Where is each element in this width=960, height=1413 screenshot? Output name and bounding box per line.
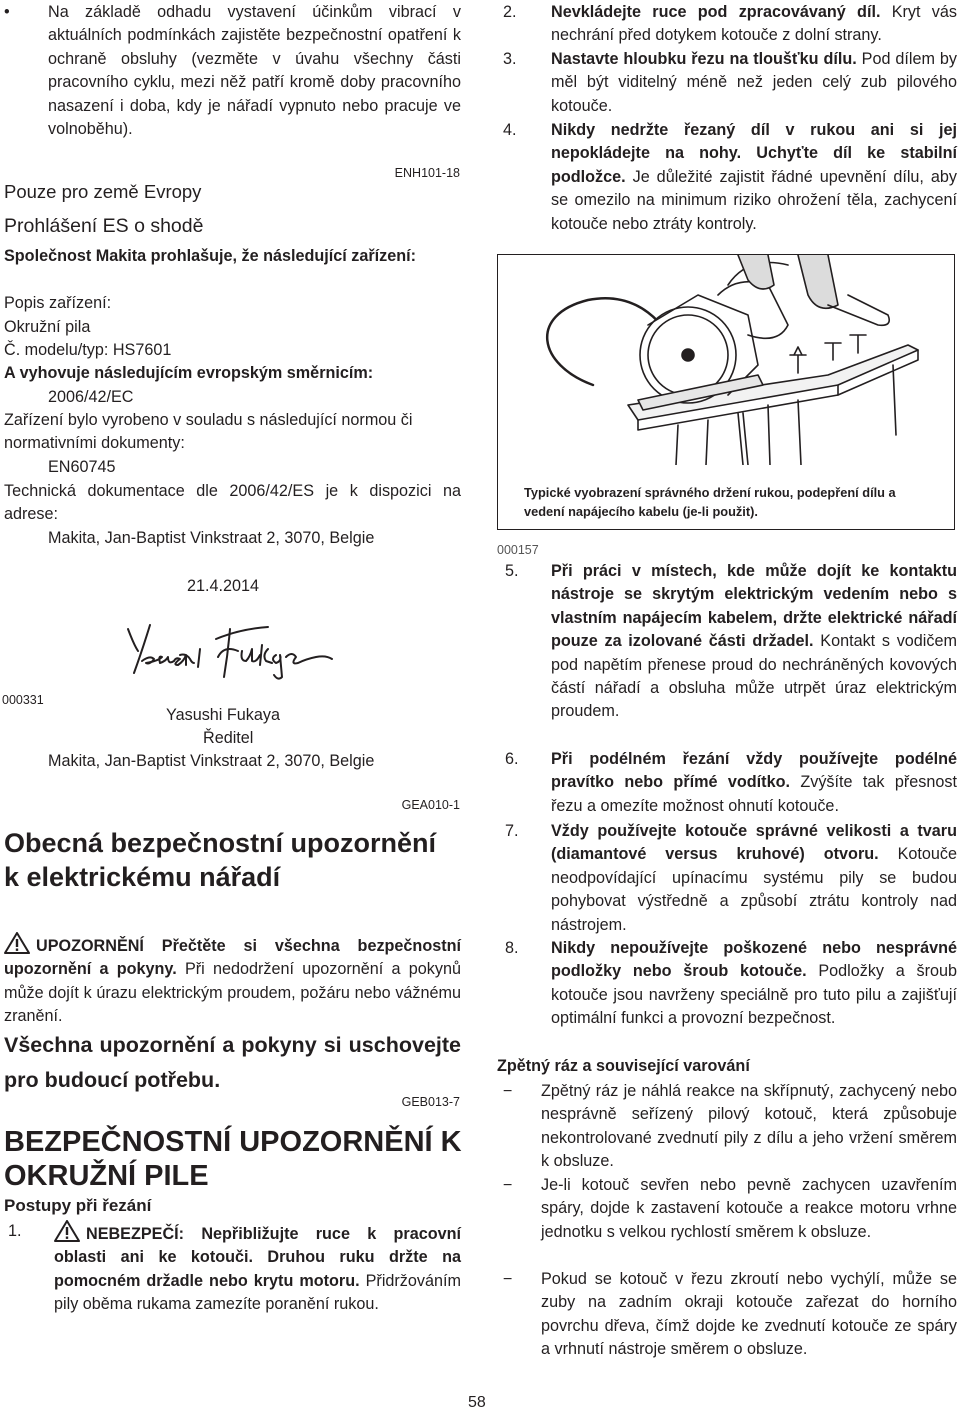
item-bold-text: Při podélném řezání vždy používejte podélné pravítko nebo přímé vodítko. <box>551 750 957 792</box>
item-text: Podložky a šroub kotouče jsou navrženy speciálně pro tuto pilu a zajišťují optimální funkci a provozní bezpečnost. <box>551 962 957 1028</box>
item-text: Kontakt s vodičem pod napětím přenese proud do nechráněných kovových částí nářadí a obsluha může utrpět úraz elektrickým proudem. <box>551 632 957 721</box>
item-bold-text: Nikdy nepoužívejte poškozené nebo nesprávné podložky nebo šroub kotouče. <box>551 939 957 981</box>
standard-value: EN60745 <box>48 458 116 476</box>
item-number: 6. <box>505 750 519 768</box>
warning-text: Při nedodržení upozornění a pokynů může dojít k úrazu elektrickým proudem, požáru nebo vážnému zranění. <box>4 960 461 1026</box>
danger-triangle-icon <box>54 1220 80 1242</box>
item-bold-text: Nevkládejte ruce pod zpracovávaný díl. <box>551 3 881 21</box>
doc-code-enh: ENH101-18 <box>394 166 460 180</box>
doc-code-side: 000331 <box>2 693 44 707</box>
item-number: 3. <box>503 50 517 68</box>
figure-caption: Typické vyobrazení správného držení rukou, podepření dílu a vedení napájecího kabelu (je-li použit). <box>524 485 896 519</box>
item-number: 1. <box>8 1222 22 1240</box>
item-text: Kotouče neodpovídající upínacímu systému pily se budou pohybovat výstředně a způsobí ztrátu kontroly nad nástrojem. <box>551 845 957 934</box>
warning-bold-text: UPOZORNĚNÍ Přečtěte si všechna bezpečnostní upozornění a pokyny. <box>4 937 461 979</box>
declaration-intro: Společnost Makita prohlašuje, že následující zařízení: <box>4 247 416 265</box>
standard-text: Zařízení bylo vyrobeno v souladu s následující normou či normativními dokumenty: <box>4 411 413 453</box>
bullet-marker: • <box>4 3 10 21</box>
circular-saw-illustration <box>498 255 954 465</box>
signature <box>120 615 340 680</box>
item-number: 5. <box>505 562 519 580</box>
signer-address: Makita, Jan-Baptist Vinkstraat 2, 3070, Belgie <box>48 752 375 770</box>
item-bold-text: Nikdy nedržte řezaný díl v rukou ani si jej nepokládejte na nohy. Uchyťte díl ke stabilní podložce. <box>551 121 957 186</box>
dash-text: Pokud se kotouč v řezu zkroutí nebo vychýlí, může se zuby na zadním okraji kotouče zařezat do horního povrchu dřeva, čímž dojde ke zvednutí kotouče ze spáry a vrhnutí nástroje směrem o obsluze. <box>541 1270 957 1359</box>
dash-marker: − <box>503 1082 513 1100</box>
kickback-heading: Zpětný ráz a související varování <box>497 1057 750 1075</box>
item-text: Přidržováním pily oběma rukama zamezíte poranění rukou. <box>54 1271 461 1314</box>
item-number: 7. <box>505 822 519 840</box>
directives-label: A vyhovuje následujícím evropským směrnicím: <box>4 364 374 382</box>
signer-title: Ředitel <box>203 729 254 747</box>
device-description-label: Popis zařízení: <box>4 294 112 312</box>
europe-only-label: Pouze pro země Evropy <box>4 181 202 202</box>
item-number: 4. <box>503 121 517 139</box>
warning-triangle-icon <box>4 932 30 954</box>
general-safety-heading: Obecná bezpečnostní upozornění k elektrickému nářadí <box>4 828 437 892</box>
keep-instructions-notice: Všechna upozornění a pokyny si uschovejte pro budoucí potřebu. <box>4 1033 461 1092</box>
item-bold-text: Při práci v místech, kde může dojít ke kontaktu nástroje se skrytým elektrickým vedením nebo s vlastním napájecím kabelem, držte elektrické nářadí pouze za izolované části držadel. <box>551 562 957 651</box>
cutting-procedures-heading: Postupy při řezání <box>4 1196 152 1215</box>
item-number: 8. <box>505 939 519 957</box>
item-text: Je důležité zajistit řádné upevnění dílu, aby se omezilo na minimum riziko ohrožení těla, zachycení kotouče nebo ztráty kontroly. <box>551 167 957 233</box>
tech-doc-text: Technická dokumentace dle 2006/42/ES je k dispozici na adrese: <box>4 482 461 524</box>
item-text: Zvýšíte tak přesnost řezu a omezíte možnost ohnutí kotouče. <box>551 773 957 815</box>
list-item-1 <box>8 1220 461 1340</box>
page-number: 58 <box>468 1394 486 1411</box>
declaration-date: 21.4.2014 <box>187 577 260 595</box>
directive-value: 2006/42/EC <box>48 388 134 406</box>
declaration-title: Prohlášení ES o shodě <box>4 215 204 237</box>
dash-text: Zpětný ráz je náhlá reakce na skřípnutý, zachycený nebo nesprávně seřízený pilový kotouč, která způsobuje nekontrolované zvednutí pily z dílu a jeho vržení směrem k obsluze. <box>541 1082 957 1171</box>
item-number: 2. <box>503 3 517 21</box>
model-number: Č. modelu/typ: HS7601 <box>4 341 172 359</box>
device-description-value: Okružní pila <box>4 318 91 336</box>
circular-saw-heading: BEZPEČNOSTNÍ UPOZORNĚNÍ K OKRUŽNÍ PILE <box>4 1126 462 1192</box>
vibration-note: Na základě odhadu vystavení účinkům vibrací v aktuálních podmínkách zajistěte bezpečnostní opatření k ochraně obsluhy (vezměte v úvahu všechny části pracovního cyklu, mezi něž patří kromě doby pracovního nasazení i doba, kdy je nářadí vypnuto nebo pracuje ve volnoběhu). <box>48 3 461 139</box>
dash-text: Je-li kotouč sevřen nebo pevně zachycen uzavřením spáry, dojde k zastavení kotouče a reakce motoru vrhne jednotku s velkou rychlostí směrem k obsluze. <box>541 1176 957 1241</box>
item-bold-text: NEBEZPEČÍ: Nepřibližujte ruce k pracovní oblasti ani ke kotouči. Druhou ruku držte na pomocném držadle nebo krytu motoru. <box>54 1225 461 1290</box>
signer-name: Yasushi Fukaya <box>166 706 280 724</box>
doc-code-geb: GEB013-7 <box>401 1095 460 1109</box>
declaration-address: Makita, Jan-Baptist Vinkstraat 2, 3070, Belgie <box>48 529 375 547</box>
illustration-frame <box>497 254 955 530</box>
dash-marker: − <box>503 1270 513 1288</box>
item-text: Kryt vás nechrání před dotykem kotouče z dolní strany. <box>551 3 957 45</box>
dash-marker: − <box>503 1176 513 1194</box>
doc-code-gea: GEA010-1 <box>401 798 460 812</box>
item-bold-text: Vždy používejte kotouče správné velikosti a tvaru (diamantové versus kruhové) otvoru. <box>551 822 957 864</box>
warning-paragraph <box>4 932 461 1029</box>
figure-code: 000157 <box>497 543 539 557</box>
item-bold-text: Nastavte hloubku řezu na tloušťku dílu. <box>551 50 857 68</box>
item-text: Pod dílem by měl být viditelný méně než jeden celý zub pilového kotouče. <box>551 50 957 115</box>
